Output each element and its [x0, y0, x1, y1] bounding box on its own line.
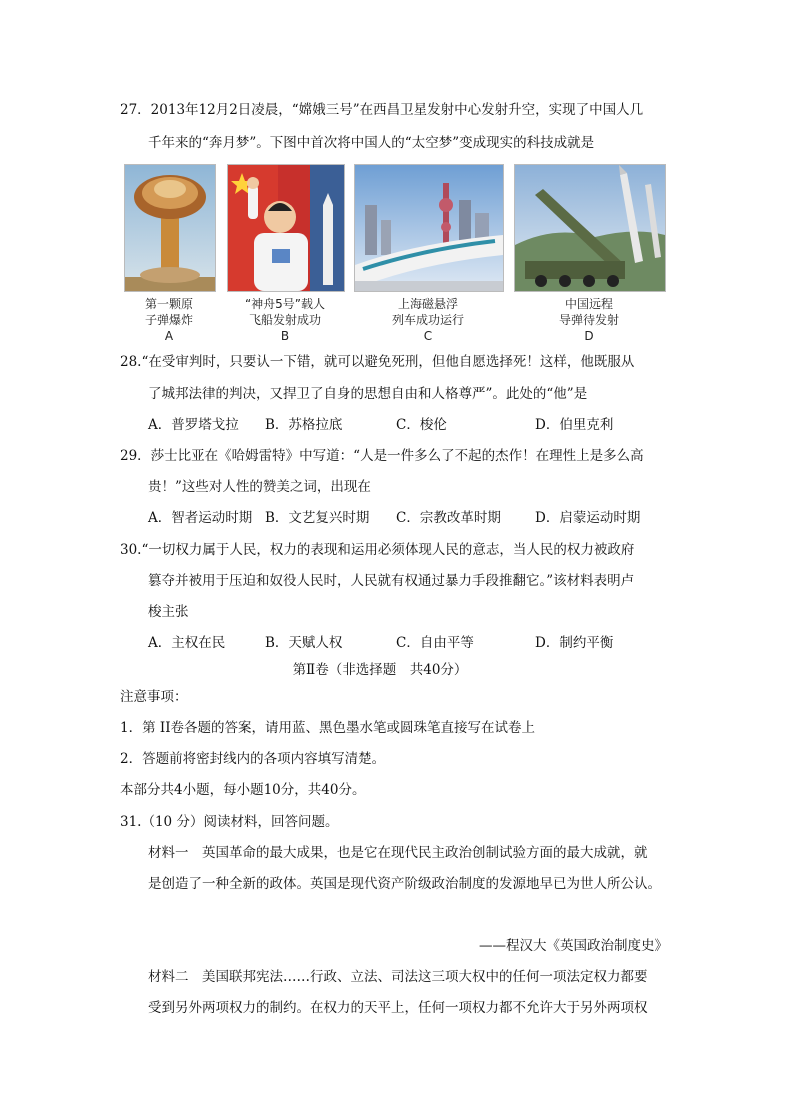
mushroom-cloud-icon: [125, 165, 215, 291]
q31-material1-source: ——程汉大《英国政治制度史》: [479, 938, 668, 954]
part2-summary: 本部分共4小题，每小题10分，共40分。: [120, 782, 366, 798]
image-a-atomic-bomb: [124, 164, 216, 292]
q29-text-line2: 贵！”这些对人性的赞美之词，出现在: [148, 479, 371, 495]
q31-material1-line2: 是创造了一种全新的政体。英国是现代资产阶级政治制度的发源地早已为世人所公认。: [148, 876, 661, 892]
q28-options: [148, 415, 668, 435]
note-1: 1．第 II卷各题的答案，请用蓝、黑色墨水笔或圆珠笔直接写在试卷上: [120, 720, 536, 736]
q31-heading: 31.（10 分）阅读材料，回答问题。: [120, 814, 339, 830]
q30-options: [148, 633, 668, 653]
image-a-caption: [124, 296, 214, 344]
q30-option-d[interactable]: D．制约平衡: [535, 635, 614, 651]
q27-text-line1: 27．2013年12月2日凌晨，“嫦娥三号”在西昌卫星发射中心发射升空，实现了中国人几: [120, 102, 644, 118]
image-b-letter: B: [280, 329, 290, 343]
image-c-caption: [354, 296, 502, 344]
image-d-caption-line2: 导弹待发射: [558, 313, 619, 327]
q29-text-line1: 29．莎士比亚在《哈姆雷特》中写道：“人是一件多么了不起的杰作！在理性上是多么高: [120, 448, 644, 464]
image-a-caption-line2: 子弹爆炸: [144, 313, 193, 327]
q31-material1-line1: 材料一 英国革命的最大成果，也是它在现代民主政治创制试验方面的最大成就，就: [148, 845, 648, 861]
q28-option-d[interactable]: D．伯里克利: [535, 417, 614, 433]
q28-option-b[interactable]: B．苏格拉底: [265, 417, 343, 433]
q31-material2-line2: 受到另外两项权力的制约。在权力的天平上，任何一项权力都不允许大于另外两项权: [148, 1000, 648, 1016]
q29-option-a[interactable]: A．智者运动时期: [148, 510, 253, 526]
image-a-caption-line1: 第一颗原: [144, 297, 193, 311]
image-d-caption: [514, 296, 664, 344]
notes-heading: 注意事项：: [120, 689, 188, 705]
maglev-train-icon: [355, 165, 503, 291]
note-2: 2．答题前将密封线内的各项内容填写清楚。: [120, 751, 386, 767]
q29-option-d[interactable]: D．启蒙运动时期: [535, 510, 641, 526]
image-c-letter: C: [423, 329, 433, 343]
q28-text-line1: 28.“在受审判时，只要认一下错，就可以避免死刑，但他自愿选择死！这样，他既服从: [120, 354, 635, 370]
image-d-missile: [514, 164, 666, 292]
missile-launcher-icon: [515, 165, 665, 291]
image-b-caption: [227, 296, 343, 344]
image-b-caption-line1: “神舟5号”载人: [244, 297, 326, 311]
image-d-letter: D: [584, 329, 594, 343]
q30-option-c[interactable]: C．自由平等: [396, 635, 474, 651]
q28-option-a[interactable]: A．普罗塔戈拉: [148, 417, 239, 433]
q29-options: [148, 508, 668, 528]
image-b-caption-line2: 飞船发射成功: [248, 313, 321, 327]
q28-text-line2: 了城邦法律的判决，又捍卫了自身的思想自由和人格尊严”。此处的“他”是: [148, 386, 588, 402]
q29-option-b[interactable]: B．文艺复兴时期: [265, 510, 370, 526]
q29-option-c[interactable]: C．宗教改革时期: [396, 510, 501, 526]
image-c-caption-line1: 上海磁悬浮: [397, 297, 458, 311]
q30-text-line2: 篡夺并被用于压迫和奴役人民时，人民就有权通过暴力手段推翻它。”该材料表明卢: [148, 573, 635, 589]
q30-text-line3: 梭主张: [148, 604, 189, 620]
q30-text-line1: 30.“一切权力属于人民，权力的表现和运用必须体现人民的意志，当人民的权力被政府: [120, 542, 635, 558]
q27-text-line2: 千年来的“奔月梦”。下图中首次将中国人的“太空梦”变成现实的科技成就是: [148, 135, 595, 151]
q28-option-c[interactable]: C．梭伦: [396, 417, 447, 433]
image-d-caption-line1: 中国远程: [564, 297, 613, 311]
astronaut-stamp-icon: [228, 165, 344, 291]
part2-title: 第Ⅱ卷（非选择题 共40分）: [292, 662, 468, 678]
image-a-letter: A: [164, 329, 174, 343]
image-c-caption-line2: 列车成功运行: [391, 313, 464, 327]
image-c-maglev: [354, 164, 504, 292]
q30-option-a[interactable]: A．主权在民: [148, 635, 226, 651]
image-b-shenzhou5: [227, 164, 345, 292]
q31-material2-line1: 材料二 美国联邦宪法……行政、立法、司法这三项大权中的任何一项法定权力都要: [148, 969, 648, 985]
q30-option-b[interactable]: B．天赋人权: [265, 635, 343, 651]
